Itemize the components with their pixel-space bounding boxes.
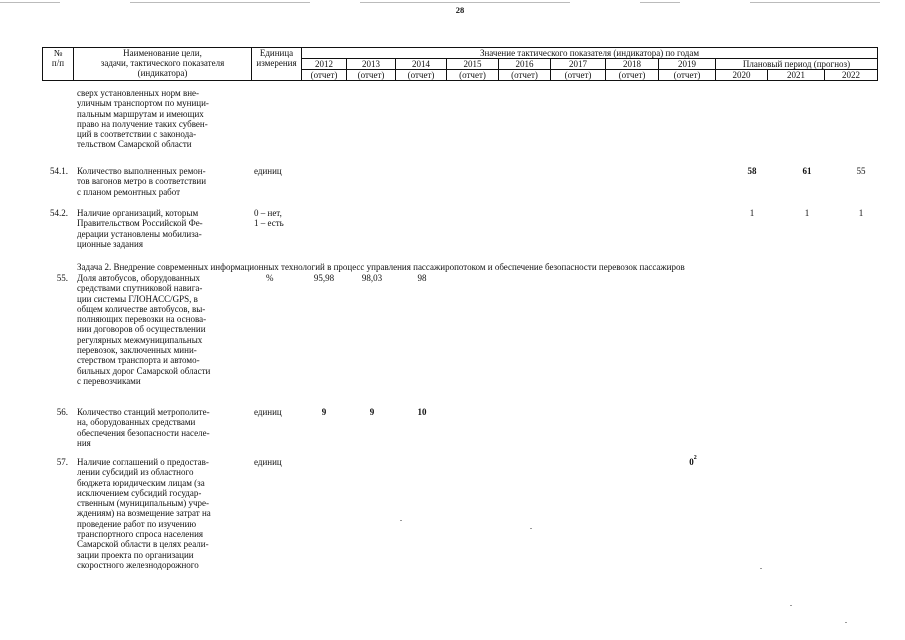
value-2021: 61 bbox=[802, 166, 812, 176]
scan-speck bbox=[400, 520, 402, 521]
row-unit: % bbox=[266, 273, 274, 283]
value-2012: 9 bbox=[321, 407, 327, 417]
row-name: Наличие соглашений о предостав- лении субсидий из областного бюджета юридическим лицам (за исключением субсидий государ- ственным (муниципальным) учре- ждениям) на возмещение затрат на проведение работ по изучению транспортного спроса населения Самарской области в целях реали- зации проекта по организации скоростного железнодорожного bbox=[77, 457, 211, 570]
header-year-note: (отчет) bbox=[302, 70, 347, 81]
scan-speck bbox=[760, 568, 762, 569]
value-2013: 9 bbox=[369, 407, 375, 417]
header-unit: Единица измерения bbox=[252, 48, 302, 81]
continuation-text: сверх установленных норм вне- уличным транспортом по муници- пальным маршрутам и имеющих право на получение таких субвен- ций в соответствии с законода- тельством Самарской области bbox=[77, 88, 209, 150]
footnote-mark: 2 bbox=[693, 455, 697, 461]
header-year: 2013 bbox=[347, 59, 396, 70]
value-2019: $0^2$ bbox=[689, 455, 697, 467]
header-plan-year: 2021 bbox=[768, 70, 825, 81]
value-2012: 95,98 bbox=[313, 273, 335, 283]
row-name: Количество станций метрополите- на, оборудованных средствами обеспечения безопасности населе- ния bbox=[77, 407, 210, 448]
header-plan-title: Плановый период (прогноз) bbox=[716, 59, 878, 70]
row-name: Наличие организаций, которым Правительством Российской Фе- дерации установлены мобилиза- ционные задания bbox=[77, 208, 203, 249]
header-year: 2017 bbox=[551, 59, 606, 70]
row-unit: единиц bbox=[254, 407, 282, 417]
row-number: 54.2. bbox=[50, 208, 68, 218]
value-2014: 98 bbox=[417, 273, 427, 283]
row-unit: 0 – нет, 1 – есть bbox=[254, 208, 284, 229]
header-year: 2016 bbox=[499, 59, 551, 70]
row-unit: единиц bbox=[254, 166, 282, 176]
header-year: 2012 bbox=[302, 59, 347, 70]
page-number: 28 bbox=[455, 5, 465, 15]
row-name: Доля автобусов, оборудованных средствами спутниковой навига- ции системы ГЛОНАСС/GPS, в общем количестве автобусов, вы- полняющих перевозки на основа- нии договоров об осуществлении регулярных межмуниципальных перевозок, заключенных мини- стерством транспорта и автомо- бильных дорог Самарской области с перевозчиками bbox=[77, 273, 211, 386]
scan-speck bbox=[790, 605, 792, 606]
value-2021: 1 bbox=[804, 208, 810, 218]
header-year: 2018 bbox=[606, 59, 659, 70]
value-2020: 1 bbox=[749, 208, 755, 218]
scan-speck bbox=[845, 622, 847, 623]
header-name: Наименование цели, задачи, тактического показателя (индикатора) bbox=[74, 48, 252, 81]
row-name: Количество выполненных ремон- тов вагонов метро в соответствии с планом ремонтных работ bbox=[77, 166, 207, 197]
row-number: 54.1. bbox=[50, 166, 68, 176]
row-unit: единиц bbox=[254, 457, 282, 467]
header-year-note: (отчет) bbox=[606, 70, 659, 81]
row-number: 56. bbox=[56, 407, 68, 417]
header-year: 2015 bbox=[447, 59, 499, 70]
value-2014: 10 bbox=[417, 407, 427, 417]
task-heading: Задача 2. Внедрение современных информационных технологий в процесс управления пассажиропотоком и обеспечение безопасности перевозок пассажиров bbox=[77, 262, 685, 272]
value-2022: 1 bbox=[858, 208, 864, 218]
header-year-note: (отчет) bbox=[447, 70, 499, 81]
header-values-title: Значение тактического показателя (индикатора) по годам bbox=[302, 48, 878, 59]
header-year: 2014 bbox=[396, 59, 447, 70]
value-2013: 98,03 bbox=[361, 273, 383, 283]
value-2020: 58 bbox=[747, 166, 757, 176]
value-2022: 55 bbox=[856, 166, 866, 176]
header-year-note: (отчет) bbox=[499, 70, 551, 81]
header-year-note: (отчет) bbox=[551, 70, 606, 81]
header-year-note: (отчет) bbox=[659, 70, 716, 81]
scan-speck bbox=[530, 528, 532, 529]
header-year-note: (отчет) bbox=[396, 70, 447, 81]
header-year-note: (отчет) bbox=[347, 70, 396, 81]
header-plan-year: 2022 bbox=[825, 70, 878, 81]
row-number: 55. bbox=[56, 273, 68, 283]
header-plan-year: 2020 bbox=[716, 70, 768, 81]
header-year: 2019 bbox=[659, 59, 716, 70]
row-number: 57. bbox=[56, 457, 68, 467]
header-num: № п/п bbox=[43, 48, 74, 81]
